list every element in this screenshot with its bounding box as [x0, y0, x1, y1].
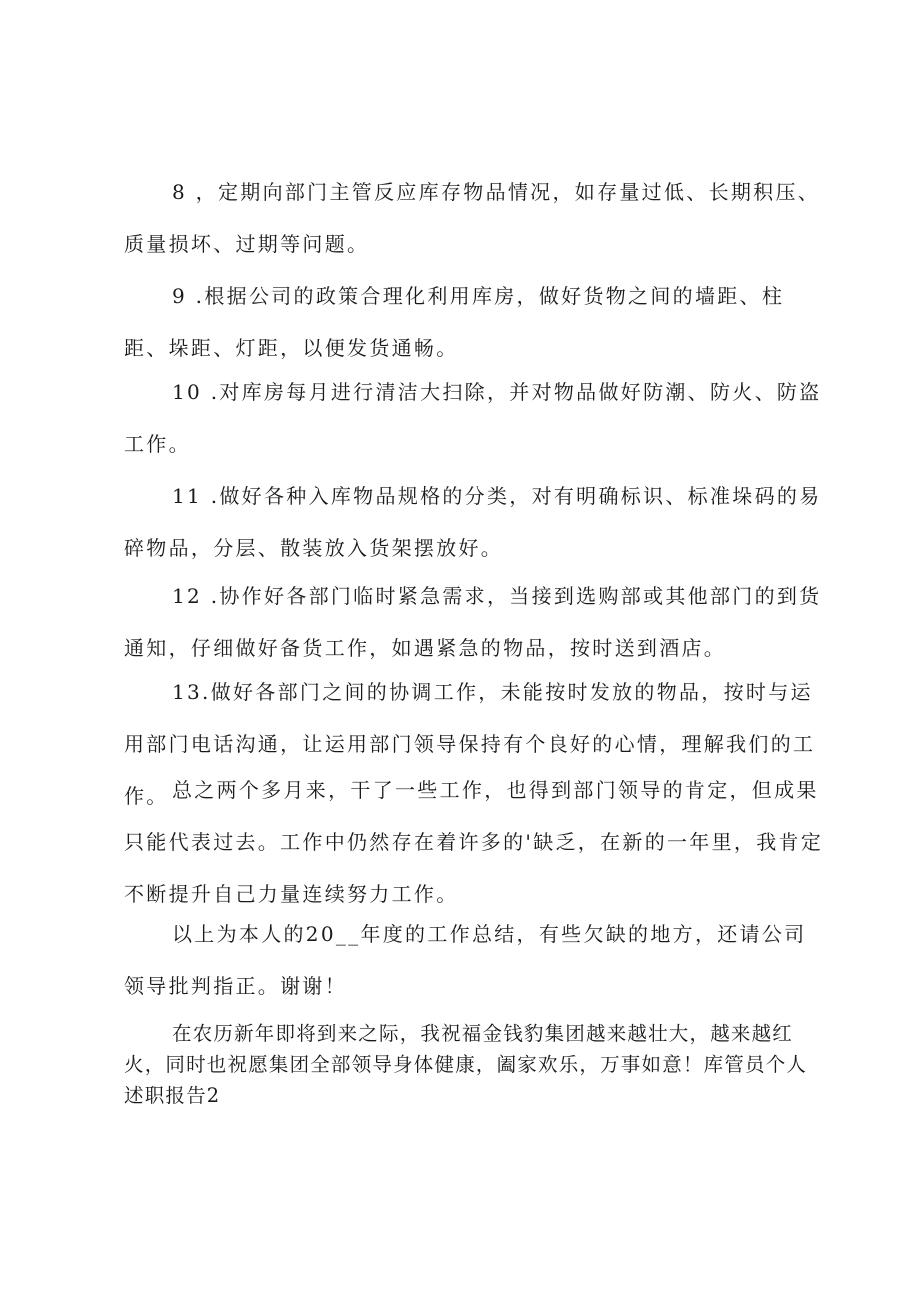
paragraph-item-12: 12 .协作好各部门临时紧急需求，当接到选购部或其他部门的到货通知，仔细做好备货工作，如遇紧急的物品，按时送到酒店。 [124, 584, 822, 660]
paragraph-item-11: 11 .做好各种入库物品规格的分类，对有明确标识、标准垛码的易碎物品，分层、散装放入货架摆放好。 [124, 484, 822, 560]
paragraph-item-10: 10 .对库房每月进行清洁大扫除，并对物品做好防潮、防火、防盗工作。 [124, 380, 822, 456]
paragraph-item-13: 13.做好各部门之间的协调工作，未能按时发放的物品，按时与运用部门电话沟通，让运用部门领导保持有个良好的心情，理解我们的工作。 [124, 680, 816, 808]
paragraph-new-year-wishes: 在农历新年即将到来之际，我祝福金钱豹集团越来越壮大，越来越红火，同时也祝愿集团全部领导身体健康，阖家欢乐，万事如意！库管员个人述职报告2 [124, 1022, 808, 1107]
paragraph-item-9: 9 .根据公司的政策合理化利用库房，做好货物之间的墙距、柱距、垛距、灯距，以便发货通畅。 [124, 284, 785, 360]
paragraph-item-8: 8 ，定期向部门主管反应库存物品情况，如存量过低、长期积压、质量损坏、过期等问题。 [124, 180, 821, 256]
paragraph-closing: 以上为本人的20__年度的工作总结，有些欠缺的地方，还请公司领导批判指正。谢谢！ [124, 922, 807, 998]
paragraph-summary: 总之两个多月来，干了一些工作，也得到部门领导的肯定，但成果只能代表过去。工作中仍然存在着许多的'缺乏，在新的一年里，我肯定不断提升自己力量连续努力工作。 [124, 778, 824, 906]
